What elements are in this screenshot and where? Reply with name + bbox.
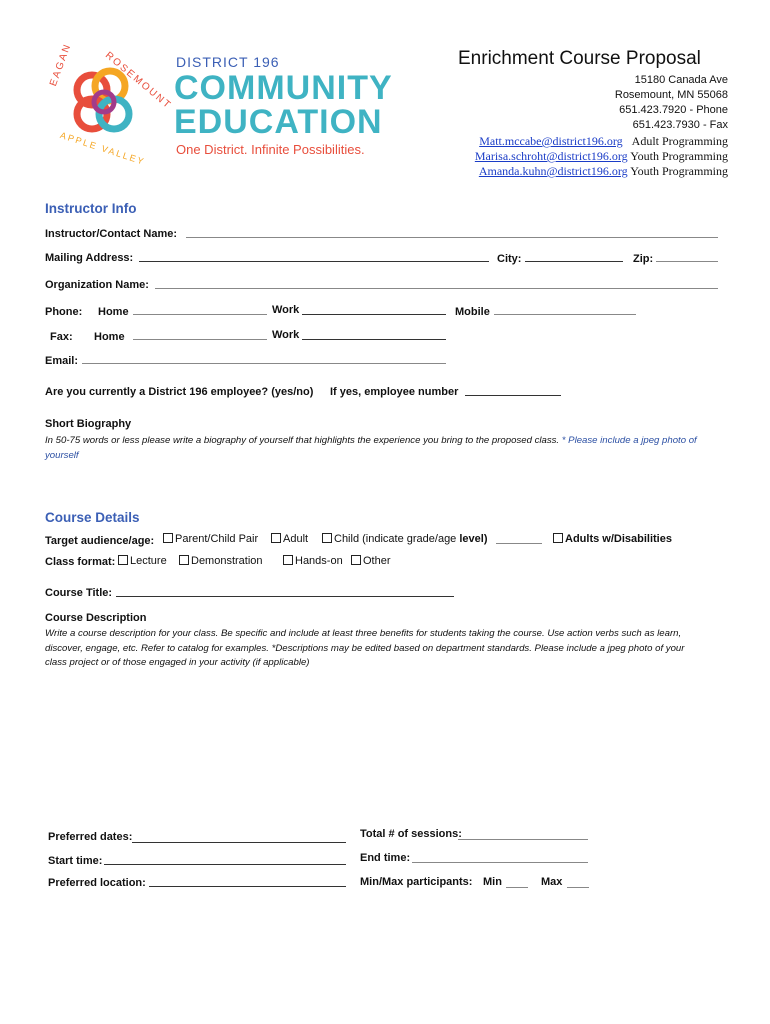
aud-child-level: level) [459,533,488,545]
aud-child-label: Child (indicate grade/age [334,533,457,545]
class-format-label: Class format: [45,556,116,568]
page-title: Enrichment Course Proposal [458,48,701,69]
fmt-demo-checkbox[interactable] [179,555,189,565]
fmt-lecture-option[interactable] [118,555,167,567]
fax-label: Fax: [50,331,73,343]
phone-line: 651.423.7920 - Phone [619,104,728,116]
aud-child-option[interactable] [322,533,488,545]
contact-role-3: Youth Programming [630,164,728,178]
course-title-label: Course Title: [45,587,113,599]
pref-dates-label: Preferred dates: [48,831,133,843]
contact-email-2[interactable]: Marisa.schroht@district196.org [474,149,628,163]
aud-parent-label: Parent/Child Pair [175,533,259,545]
mailing-address-field[interactable] [139,261,489,262]
course-desc-text: Write a course description for your class. Be specific and include at least three benefits for students taking the course. Use action verbs such as learn, discover, engage, etc. Refer to catalog for examples. *Descriptions may be edited based on department standards. Please include a jpeg photo of your class project or of those engaged in your activity (if applicable) [45,628,685,668]
course-desc-title: Course Description [45,612,147,624]
bio-instructions [45,433,715,463]
employee-number-field[interactable] [465,395,561,396]
bio-title: Short Biography [45,418,132,430]
instructor-section-title: Instructor Info [45,201,137,216]
bio-text: In 50-75 words or less please write a biography of yourself that highlights the experience you bring to the proposed class. [45,435,560,446]
aud-adult-checkbox[interactable] [271,533,281,543]
fmt-lecture-label: Lecture [130,555,167,567]
org-name-label: Organization Name: [45,279,149,291]
district-label: DISTRICT 196 [176,54,280,70]
fmt-demo-label: Demonstration [191,555,263,567]
end-time-field[interactable] [412,862,588,863]
fax-home-field[interactable] [133,339,267,340]
ring-text-apple-valley: APPLE VALLEY [58,130,147,167]
ring-text-eagan: EAGAN [48,41,74,88]
min-label: Min [483,876,502,888]
contact-name-field[interactable] [186,237,718,238]
aud-child-checkbox[interactable] [322,533,332,543]
start-time-label: Start time: [48,855,103,867]
fmt-hands-checkbox[interactable] [283,555,293,565]
start-time-field[interactable] [104,864,346,865]
aud-adult-label: Adult [283,533,309,545]
fax-line: 651.423.7930 - Fax [632,119,728,131]
email-field[interactable] [82,363,446,364]
total-sessions-label: Total # of sessions: [360,828,462,840]
education-label: EDUCATION [174,103,383,141]
contact-email-1[interactable]: Matt.mccabe@district196.org [479,134,623,148]
phone-label: Phone: [45,306,83,318]
city-field[interactable] [525,261,623,262]
total-sessions-field[interactable] [458,839,588,840]
phone-mobile-label: Mobile [455,306,490,318]
employee-question: Are you currently a District 196 employee? (yes/no) [45,386,314,398]
aud-parent-option[interactable] [163,533,258,545]
employee-number-label: If yes, employee number [330,386,459,398]
fmt-other-label: Other [363,555,391,567]
email-label: Email: [45,355,79,367]
fmt-other-checkbox[interactable] [351,555,361,565]
max-label: Max [541,876,563,888]
phone-home-field[interactable] [133,314,267,315]
fmt-hands-option[interactable] [283,555,343,567]
phone-mobile-field[interactable] [494,314,636,315]
aud-disabilities-label: Adults w/Disabilities [565,533,672,545]
address-line-1: 15180 Canada Ave [634,74,728,86]
contact-email-3[interactable]: Amanda.kuhn@district196.org [478,164,628,178]
phone-home-label: Home [98,306,129,318]
course-title-field[interactable] [116,596,454,597]
tagline: One District. Infinite Possibilities. [176,142,365,157]
fmt-other-option[interactable] [351,555,391,567]
contact-role-2: Youth Programming [630,149,728,163]
zip-label: Zip: [633,253,654,265]
fmt-lecture-checkbox[interactable] [118,555,128,565]
max-field[interactable] [567,887,589,888]
phone-work-label: Work [272,304,300,316]
target-audience-label: Target audience/age: [45,535,155,547]
fmt-demo-option[interactable] [179,555,263,567]
aud-disabilities-option[interactable] [553,533,672,545]
aud-disabilities-checkbox[interactable] [553,533,563,543]
contact-name-label: Instructor/Contact Name: [45,228,178,240]
contact-role-1: Adult Programming [631,134,728,148]
min-field[interactable] [506,887,528,888]
aud-adult-option[interactable] [271,533,308,545]
pref-dates-field[interactable] [132,842,346,843]
contact-2 [475,149,728,164]
address-line-2: Rosemount, MN 55068 [614,89,728,101]
mailing-address-label: Mailing Address: [45,252,134,264]
pref-location-field[interactable] [149,886,346,887]
fax-home-label: Home [94,331,125,343]
fmt-hands-label: Hands-on [295,555,343,567]
contact-1 [479,134,728,149]
logo [48,41,428,167]
community-label: COMMUNITY [174,69,393,107]
aud-child-field[interactable] [496,543,542,544]
org-name-field[interactable] [155,288,718,289]
minmax-label: Min/Max participants: [360,876,473,888]
ring-text-rosemount: ROSEMOUNT [102,50,174,112]
contact-3 [479,164,728,179]
end-time-label: End time: [360,852,411,864]
pref-location-label: Preferred location: [48,877,146,889]
course-section-title: Course Details [45,510,140,525]
zip-field[interactable] [656,261,718,262]
phone-work-field[interactable] [302,314,446,315]
fax-work-field[interactable] [302,339,446,340]
bio-note: * Please include a jpeg photo of yourself [45,435,697,461]
aud-parent-checkbox[interactable] [163,533,173,543]
fax-work-label: Work [272,329,300,341]
city-label: City: [497,253,522,265]
